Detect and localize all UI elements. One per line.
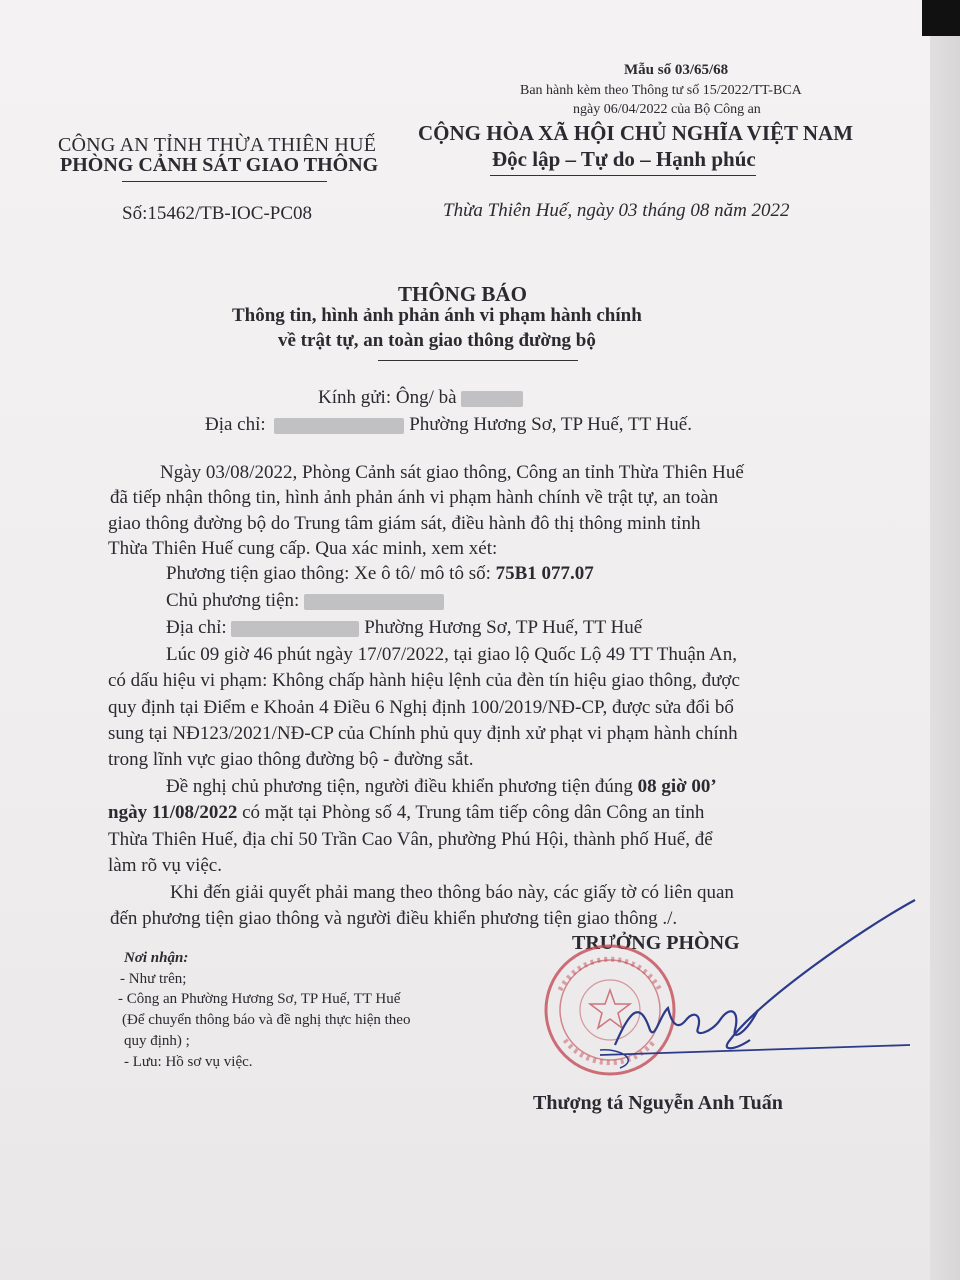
dark-corner xyxy=(922,0,960,36)
recipients-item: (Để chuyển thông báo và đề nghị thực hiện theo xyxy=(122,1012,411,1028)
owner-address-line xyxy=(166,617,642,639)
notice-subtitle-1: Thông tin, hình ảnh phản ánh vi phạm hành chính xyxy=(232,305,642,326)
agency-unit: PHÒNG CẢNH SÁT GIAO THÔNG xyxy=(60,154,379,176)
vehicle-line xyxy=(166,563,594,585)
recipients-item: - Lưu: Hồ sơ vụ việc. xyxy=(124,1054,253,1070)
body-line: giao thông đường bộ do Trung tâm giám sát, điều hành đô thị thông minh tỉnh xyxy=(108,513,701,534)
place-date: Thừa Thiên Huế, ngày 03 tháng 08 năm 2022 xyxy=(443,200,790,221)
owner-address-value: Phường Hương Sơ, TP Huế, TT Huế xyxy=(364,617,643,638)
body-line: làm rõ vụ việc. xyxy=(108,855,222,876)
request-text: Đề nghị chủ phương tiện, người điều khiển phương tiện đúng xyxy=(166,776,633,797)
recipients-item: - Công an Phường Hương Sơ, TP Huế, TT Huế xyxy=(118,991,401,1007)
agency-underline xyxy=(122,181,327,182)
recipients-item: quy định) ; xyxy=(124,1033,190,1049)
owner-address-label: Địa chỉ: xyxy=(166,617,227,638)
body-line: trong lĩnh vực giao thông đường bộ - đường sắt. xyxy=(108,749,474,770)
body-line: Khi đến giải quyết phải mang theo thông báo này, các giấy tờ có liên quan xyxy=(170,882,734,903)
redacted-address xyxy=(274,418,404,434)
body-line: Ngày 03/08/2022, Phòng Cảnh sát giao thông, Công an tỉnh Thừa Thiên Huế xyxy=(160,462,744,483)
body-line: Thừa Thiên Huế, địa chỉ 50 Trần Cao Vân, phường Phú Hội, thành phố Huế, để xyxy=(108,829,713,850)
owner-label: Chủ phương tiện: xyxy=(166,590,300,611)
body-line xyxy=(166,776,717,798)
body-line xyxy=(108,802,704,824)
recipients-heading: Nơi nhận: xyxy=(124,950,189,966)
form-issued-line1: Ban hành kèm theo Thông tư số 15/2022/TT-BCA xyxy=(520,83,802,98)
agency-parent: CÔNG AN TỈNH THỪA THIÊN HUẾ xyxy=(58,134,377,156)
handwritten-signature xyxy=(560,890,920,1110)
request-time: 08 giờ 00’ xyxy=(637,776,717,797)
form-code: Mẫu số 03/65/68 xyxy=(624,62,729,78)
page-edge xyxy=(930,0,960,1280)
notice-subtitle-2: về trật tự, an toàn giao thông đường bộ xyxy=(278,330,596,351)
vehicle-label: Phương tiện giao thông: Xe ô tô/ mô tô số: xyxy=(166,563,491,584)
vehicle-plate: 75B1 077.07 xyxy=(495,563,594,584)
recipient-line xyxy=(318,387,523,409)
signer-name: Thượng tá Nguyễn Anh Tuấn xyxy=(533,1092,783,1114)
motto-underline xyxy=(490,175,756,176)
redacted-owner xyxy=(304,594,444,610)
body-line: đã tiếp nhận thông tin, hình ảnh phản ánh vi phạm hành chính về trật tự, an toàn xyxy=(110,487,719,508)
body-line: đến phương tiện giao thông và người điều khiển phương tiện giao thông ./. xyxy=(110,908,678,929)
nation-name: CỘNG HÒA XÃ HỘI CHỦ NGHĨA VIỆT NAM xyxy=(418,121,854,145)
body-line: sung tại NĐ123/2021/NĐ-CP của Chính phủ quy định xử phạt vi phạm hành chính xyxy=(108,723,738,744)
address-label: Địa chỉ: xyxy=(205,414,266,435)
signer-title: TRƯỞNG PHÒNG xyxy=(572,932,740,954)
title-underline xyxy=(378,360,578,361)
recipient-label: Kính gửi: Ông/ bà xyxy=(318,387,457,408)
body-line: có dấu hiệu vi phạm: Không chấp hành hiệu lệnh của đèn tín hiệu giao thông, được xyxy=(108,670,740,691)
body-line: quy định tại Điểm e Khoản 4 Điều 6 Nghị định 100/2019/NĐ-CP, được sửa đổi bổ xyxy=(108,697,734,718)
body-line: Lúc 09 giờ 46 phút ngày 17/07/2022, tại giao lộ Quốc Lộ 49 TT Thuận An, xyxy=(166,644,738,665)
document-number: Số:15462/TB-IOC-PC08 xyxy=(122,203,313,224)
request-date: ngày 11/08/2022 xyxy=(108,802,238,823)
nation-motto: Độc lập – Tự do – Hạnh phúc xyxy=(492,147,756,171)
recipient-address-line xyxy=(205,414,692,436)
owner-line xyxy=(166,590,444,612)
redacted-owner-address xyxy=(231,621,359,637)
redacted-name xyxy=(461,391,523,407)
form-issued-line2: ngày 06/04/2022 của Bộ Công an xyxy=(573,102,761,117)
request-place: có mặt tại Phòng số 4, Trung tâm tiếp công dân Công an tỉnh xyxy=(242,802,705,823)
recipients-item: - Như trên; xyxy=(120,971,187,987)
body-line: Thừa Thiên Huế cung cấp. Qua xác minh, xem xét: xyxy=(108,538,498,559)
notice-title: THÔNG BÁO xyxy=(398,282,527,306)
address-value: Phường Hương Sơ, TP Huế, TT Huế. xyxy=(409,414,692,435)
